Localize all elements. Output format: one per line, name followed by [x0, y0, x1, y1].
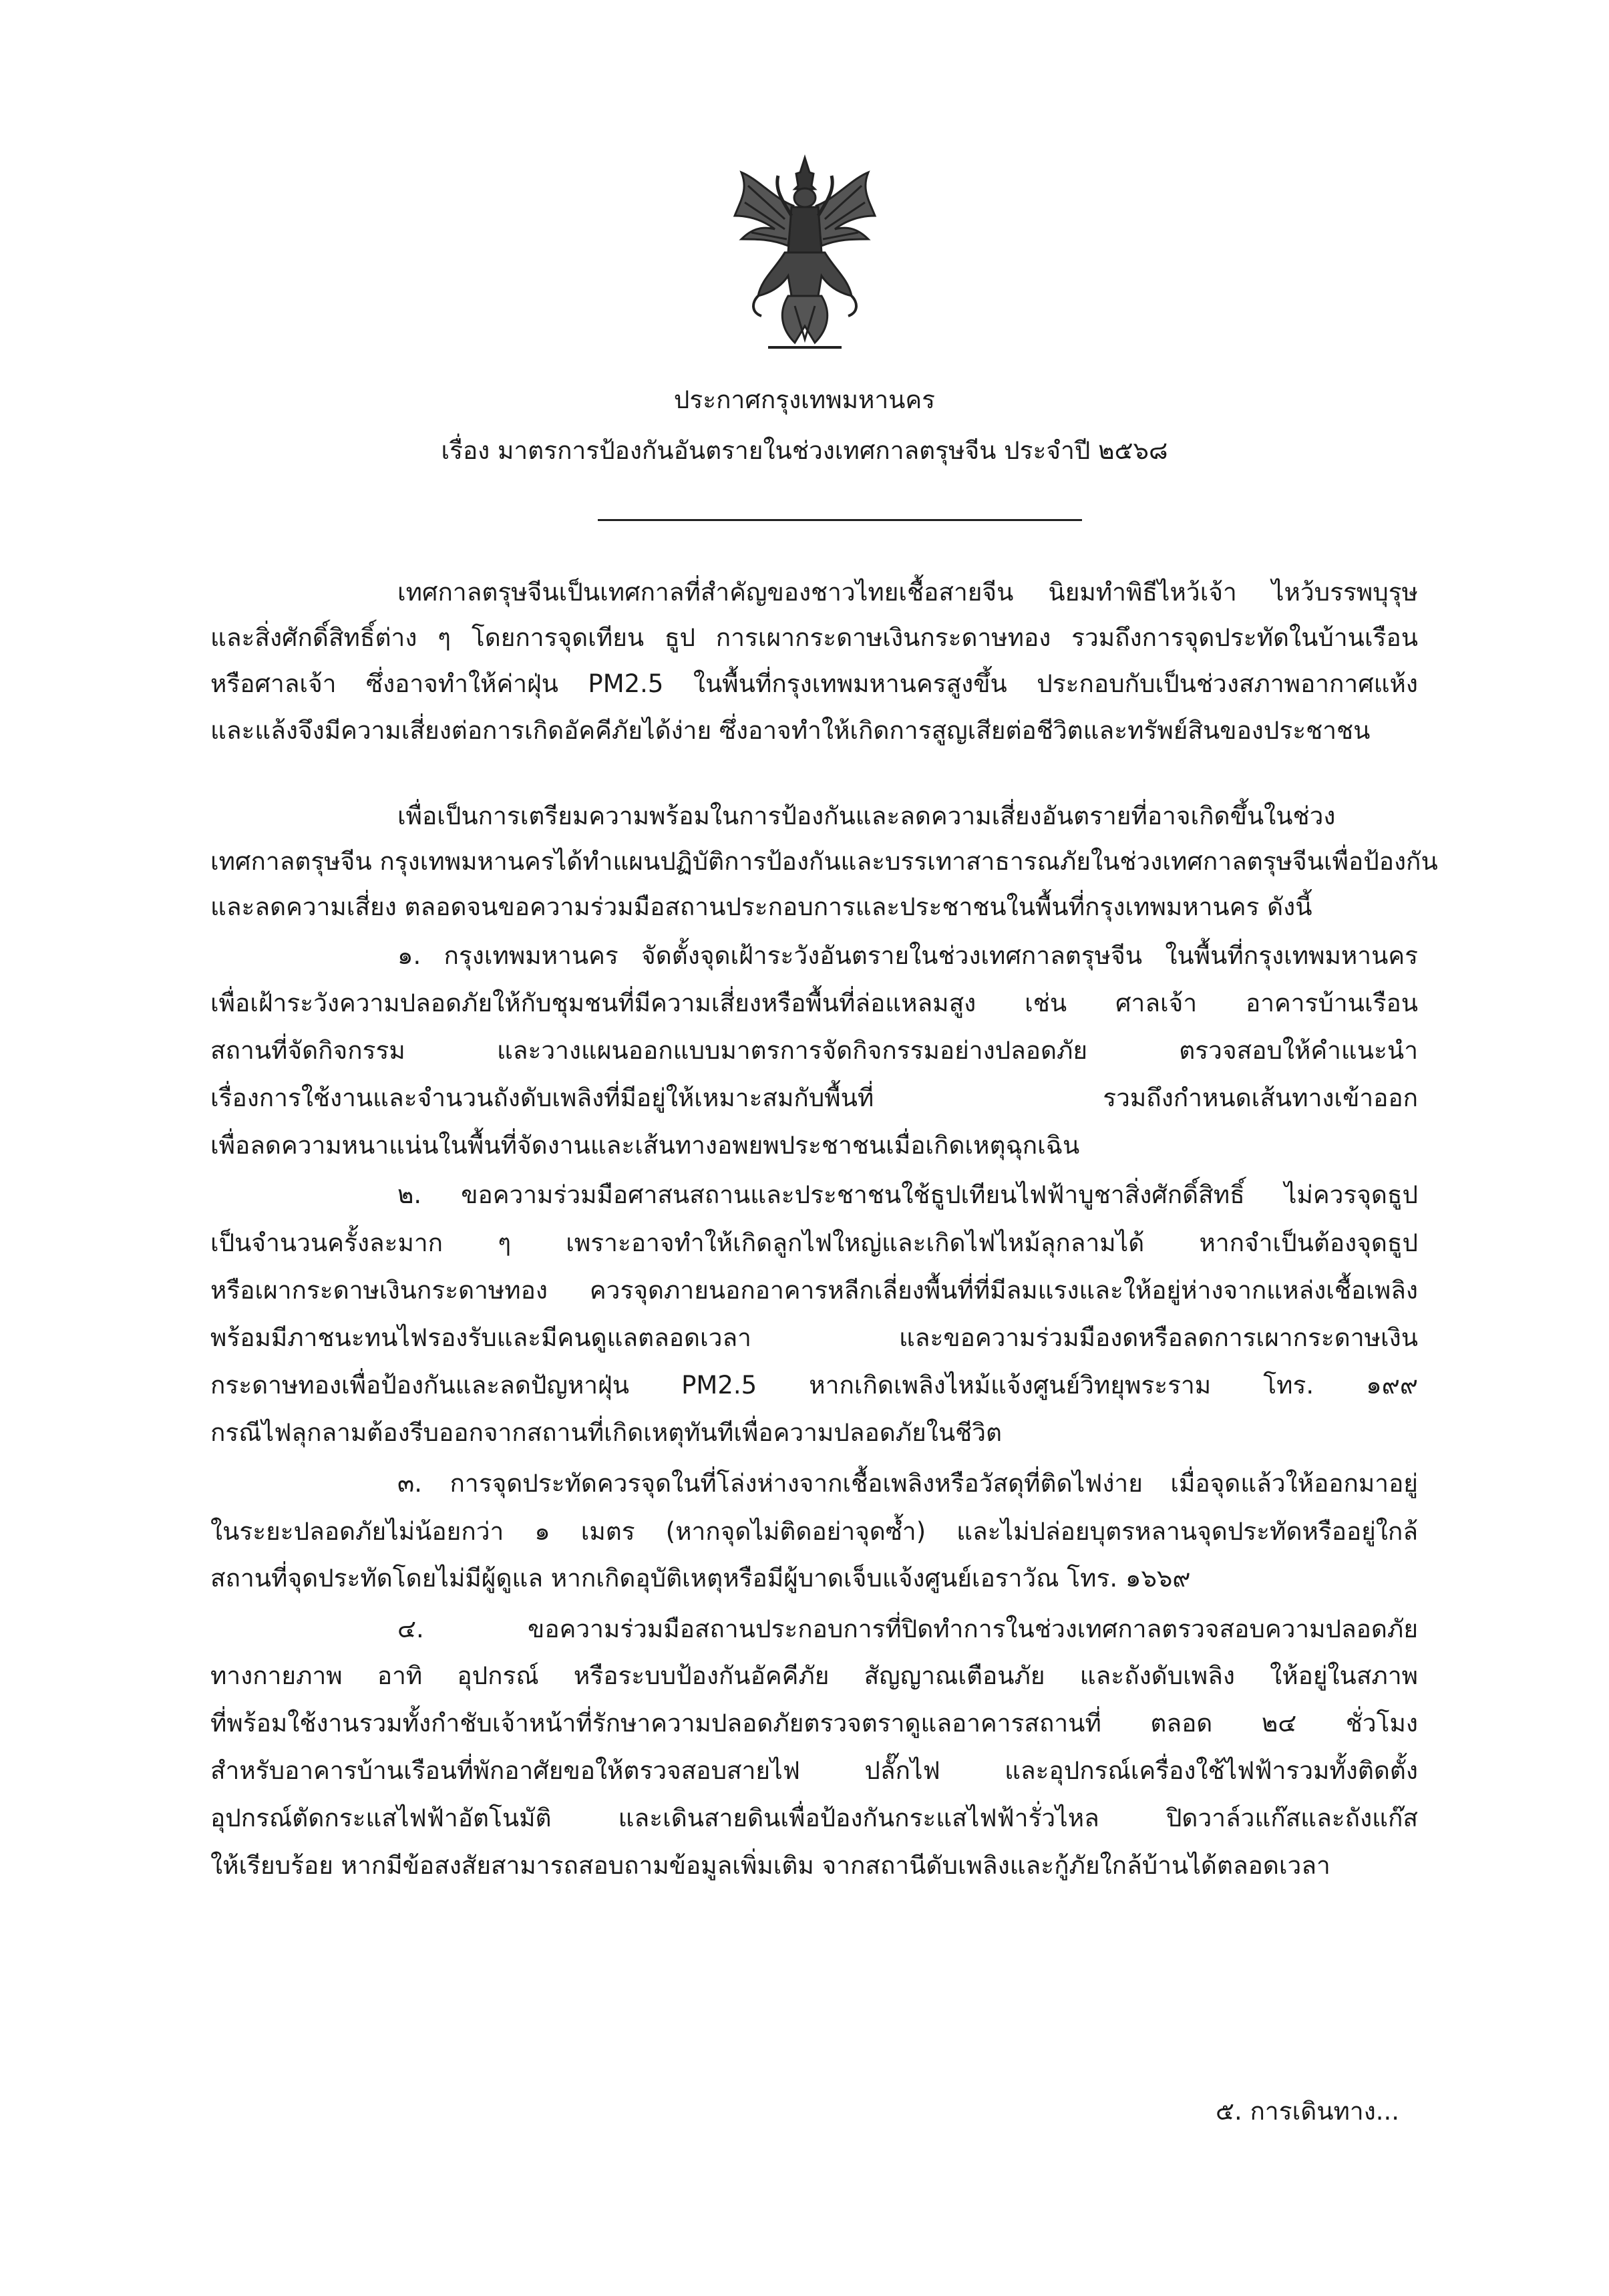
body-line: เรื่องการใช้งานและจำนวนถังดับเพลิงที่มีอยู่ให้เหมาะสมกับพื้นที่ รวมถึงกำหนดเส้นทางเข้าออก — [210, 1084, 1418, 1112]
body-line: เพื่อเป็นการเตรียมความพร้อมในการป้องกันและลดความเสี่ยงอันตรายที่อาจเกิดขึ้นในช่วง — [397, 802, 1336, 830]
body-line: สถานที่จัดกิจกรรม และวางแผนออกแบบมาตรการจัดกิจกรรมอย่างปลอดภัย ตรวจสอบให้คำแนะนำ — [210, 1036, 1418, 1065]
body-line: เป็นจำนวนครั้งละมาก ๆ เพราะอาจทำให้เกิดลูกไฟใหญ่และเกิดไฟไหม้ลุกลามได้ หากจำเป็นต้องจุดธูป — [210, 1228, 1418, 1257]
announcement-subject: เรื่อง มาตรการป้องกันอันตรายในช่วงเทศกาลตรุษจีน ประจำปี ๒๕๖๘ — [441, 436, 1168, 465]
body-line: เพื่อลดความหนาแน่นในพื้นที่จัดงานและเส้นทางอพยพประชาชนเมื่อเกิดเหตุฉุกเฉิน — [210, 1131, 1080, 1160]
body-line: เทศกาลตรุษจีนเป็นเทศกาลที่สำคัญของชาวไทยเชื้อสายจีน นิยมทำพิธีไหว้เจ้า ไหว้บรรพบุรุษ — [397, 578, 1418, 607]
body-line: กรณีไฟลุกลามต้องรีบออกจากสถานที่เกิดเหตุทันทีเพื่อความปลอดภัยในชีวิต — [210, 1418, 1003, 1447]
body-line: เทศกาลตรุษจีน กรุงเทพมหานครได้ทำแผนปฏิบัติการป้องกันและบรรเทาสาธารณภัยในช่วงเทศกาลตรุษจีนเพื่อป้องกัน — [210, 847, 1438, 876]
body-line: ๒. ขอความร่วมมือศาสนสถานและประชาชนใช้ธูปเทียนไฟฟ้าบูชาสิ่งศักดิ์สิทธิ์ ไม่ควรจุดธูป — [397, 1180, 1418, 1209]
body-line: และสิ่งศักดิ์สิทธิ์ต่าง ๆ โดยการจุดเทียน ธูป การเผากระดาษเงินกระดาษทอง รวมถึงการจุดประทัดในบ้านเรือน — [210, 623, 1418, 652]
body-line: ที่พร้อมใช้งานรวมทั้งกำชับเจ้าหน้าที่รักษาความปลอดภัยตรวจตราดูแลอาคารสถานที่ ตลอด ๒๔ ชั่วโมง — [210, 1709, 1418, 1738]
body-line: ในระยะปลอดภัยไม่น้อยกว่า ๑ เมตร (หากจุดไม่ติดอย่าจุดซ้ำ) และไม่ปล่อยบุตรหลานจุดประทัดหรืออยู่ใกล้ — [210, 1517, 1418, 1546]
announcement-issuer: ประกาศกรุงเทพมหานคร — [673, 385, 936, 414]
body-line: อุปกรณ์ตัดกระแสไฟฟ้าอัตโนมัติ และเดินสายดินเพื่อป้องกันกระแสไฟฟ้ารั่วไหล ปิดวาล์วแก๊สและถังแก๊ส — [210, 1804, 1418, 1832]
body-line: และลดความเสี่ยง ตลอดจนขอความร่วมมือสถานประกอบการและประชาชนในพื้นที่กรุงเทพมหานคร ดังนี้ — [210, 892, 1312, 921]
body-line: พร้อมมีภาชนะทนไฟรองรับและมีคนดูแลตลอดเวลา และขอความร่วมมืองดหรือลดการเผากระดาษเงิน — [210, 1323, 1418, 1352]
title-divider — [598, 519, 1082, 521]
body-line: ๓. การจุดประทัดควรจุดในที่โล่งห่างจากเชื้อเพลิงหรือวัสดุที่ติดไฟง่าย เมื่อจุดแล้วให้ออกมาอยู่ — [397, 1469, 1418, 1498]
garuda-emblem-icon — [721, 152, 888, 353]
body-line: กระดาษทองเพื่อป้องกันและลดปัญหาฝุ่น PM2.5 หากเกิดเพลิงไหม้แจ้งศูนย์วิทยุพระราม โทร. ๑๙๙ — [210, 1371, 1418, 1400]
page-continuation: ๕. การเดินทาง... — [1216, 2097, 1400, 2126]
body-line: หรือศาลเจ้า ซึ่งอาจทำให้ค่าฝุ่น PM2.5 ในพื้นที่กรุงเทพมหานครสูงขึ้น ประกอบกับเป็นช่วงสภาพอากาศแห้ง — [210, 669, 1418, 698]
body-line: ให้เรียบร้อย หากมีข้อสงสัยสามารถสอบถามข้อมูลเพิ่มเติม จากสถานีดับเพลิงและกู้ภัยใกล้บ้านได้ตลอดเวลา — [210, 1851, 1330, 1880]
body-line: สำหรับอาคารบ้านเรือนที่พักอาศัยขอให้ตรวจสอบสายไฟ ปลั๊กไฟ และอุปกรณ์เครื่องใช้ไฟฟ้ารวมทั้งติดตั้ง — [210, 1756, 1418, 1785]
body-line: เพื่อเฝ้าระวังความปลอดภัยให้กับชุมชนที่มีความเสี่ยงหรือพื้นที่ล่อแหลมสูง เช่น ศาลเจ้า อาคารบ้านเรือน — [210, 989, 1418, 1017]
body-line: ทางกายภาพ อาทิ อุปกรณ์ หรือระบบป้องกันอัคคีภัย สัญญาณเตือนภัย และถังดับเพลิง ให้อยู่ในสภาพ — [210, 1661, 1418, 1690]
body-line: ๑. กรุงเทพมหานคร จัดตั้งจุดเฝ้าระวังอันตรายในช่วงเทศกาลตรุษจีน ในพื้นที่กรุงเทพมหานคร — [397, 941, 1418, 970]
body-line: ๔. ขอความร่วมมือสถานประกอบการที่ปิดทำการในช่วงเทศกาลตรวจสอบความปลอดภัย — [397, 1615, 1418, 1643]
body-line: หรือเผากระดาษเงินกระดาษทอง ควรจุดภายนอกอาคารหลีกเลี่ยงพื้นที่ที่มีลมแรงและให้อยู่ห่างจากแหล่งเชื้อเพลิง — [210, 1276, 1418, 1305]
body-line: สถานที่จุดประทัดโดยไม่มีผู้ดูแล หากเกิดอุบัติเหตุหรือมีผู้บาดเจ็บแจ้งศูนย์เอราวัณ โทร. ๑๖๖๙ — [210, 1564, 1191, 1593]
body-line: และแล้งจึงมีความเสี่ยงต่อการเกิดอัคคีภัยได้ง่าย ซึ่งอาจทำให้เกิดการสูญเสียต่อชีวิตและทรัพย์สินของประชาชน — [210, 716, 1371, 745]
